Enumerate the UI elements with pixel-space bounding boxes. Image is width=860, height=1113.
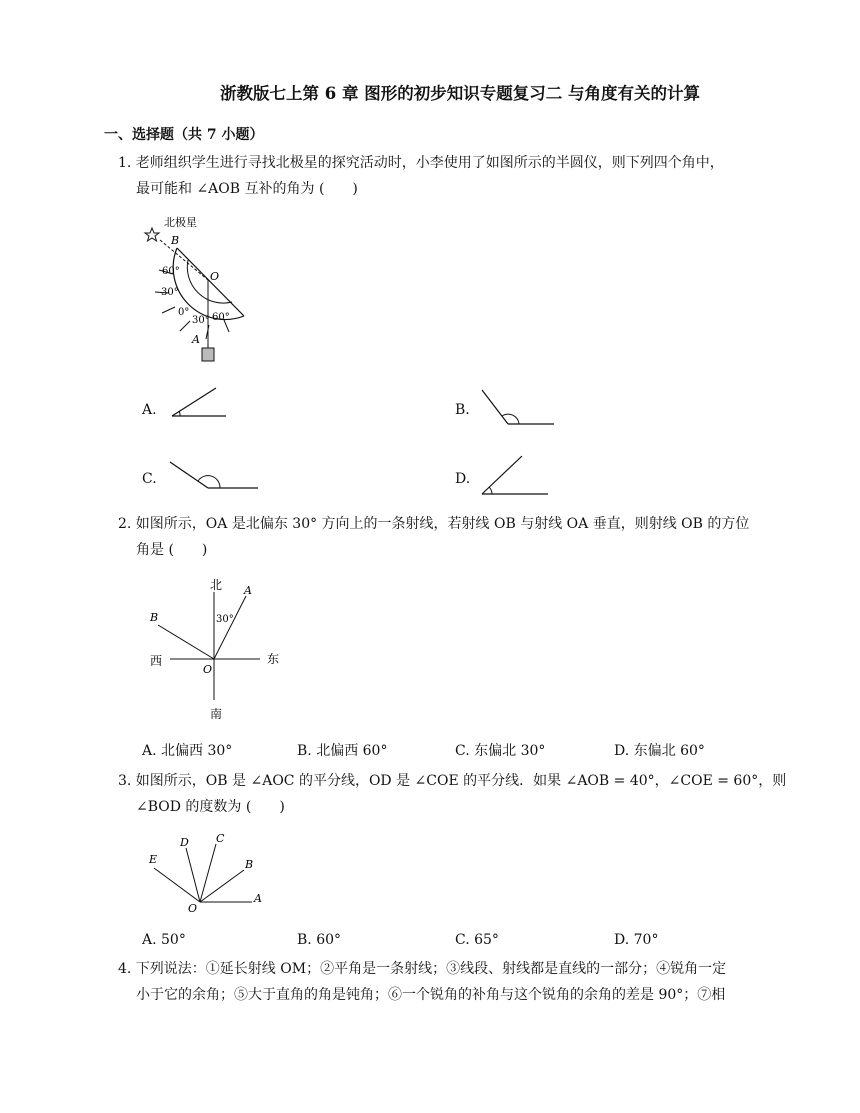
q1-line1: 1. 老师组织学生进行寻找北极星的探究活动时，小李使用了如图所示的半圆仪，则下列四个角中， <box>118 155 724 171</box>
deg30a: 30° <box>161 287 179 298</box>
label-a: A <box>244 584 252 597</box>
q2-compass-figure <box>140 572 290 722</box>
deg60a: 60° <box>162 266 180 277</box>
q1-option-d-angle <box>478 452 552 498</box>
star-label: 北极星 <box>164 216 197 229</box>
deg30b: 30° <box>192 315 210 326</box>
q3-option-c[interactable]: C. 65° <box>455 932 499 948</box>
q3-option-d[interactable]: D. 70° <box>614 932 659 948</box>
section-heading: 一、选择题（共 7 小题） <box>104 127 264 143</box>
label-b: B <box>150 611 159 624</box>
south-label: 南 <box>210 707 223 721</box>
page-title: 浙教版七上第 6 章 图形的初步知识专题复习二 与角度有关的计算 <box>220 84 700 103</box>
q1-option-b-angle <box>478 386 558 428</box>
q2-option-a[interactable]: A. 北偏西 30° <box>142 743 233 759</box>
q2-line1: 2. 如图所示，OA 是北偏东 30° 方向上的一条射线，若射线 OB 与射线 OA 垂直，则射线 OB 的方位 <box>118 516 750 532</box>
label-e: E <box>149 853 158 866</box>
label-a: A <box>192 333 200 346</box>
angle-label: 30° <box>216 614 234 625</box>
q1-option-c-angle <box>166 458 262 494</box>
q3-line2: ∠BOD 的度数为 ( ) <box>136 799 285 815</box>
label-d: D <box>180 836 189 849</box>
west-label: 西 <box>150 654 163 668</box>
q1-option-d[interactable]: D. <box>455 471 471 487</box>
label-o: O <box>203 663 213 676</box>
deg0: 0° <box>178 307 190 318</box>
east-label: 东 <box>267 652 280 666</box>
q3-option-b[interactable]: B. 60° <box>297 932 342 948</box>
label-c: C <box>216 832 225 845</box>
q1-option-a-angle <box>168 382 230 422</box>
star-icon <box>145 228 159 241</box>
label-o: O <box>188 902 198 915</box>
deg60b: 60° <box>212 312 230 323</box>
q3-option-a[interactable]: A. 50° <box>142 932 186 948</box>
q4-line1: 4. 下列说法：①延长射线 OM；②平角是一条射线；③线段、射线都是直线的一部分；④锐角一定 <box>118 961 727 977</box>
weight-block <box>202 348 214 361</box>
q1-option-b[interactable]: B. <box>455 402 470 418</box>
q1-option-a[interactable]: A. <box>142 402 157 418</box>
q4-line2: 小于它的余角；⑤大于直角的角是钝角；⑥一个锐角的补角与这个锐角的余角的差是 90°；⑦相 <box>136 987 726 1003</box>
q1-line2: 最可能和 ∠AOB 互补的角为 ( ) <box>136 181 358 197</box>
q1-protractor-figure <box>140 210 260 370</box>
north-label: 北 <box>210 578 223 592</box>
label-b: B <box>171 234 180 247</box>
q3-line1: 3. 如图所示，OB 是 ∠AOC 的平分线，OD 是 ∠COE 的平分线．如果 ∠AOB = 40°，∠COE = 60°，则 <box>118 773 787 789</box>
label-a: A <box>254 892 262 905</box>
q2-option-d[interactable]: D. 东偏北 60° <box>614 743 705 759</box>
label-o: O <box>210 270 220 283</box>
q3-rays-figure <box>140 828 270 918</box>
q2-option-b[interactable]: B. 北偏西 60° <box>297 743 388 759</box>
q2-option-c[interactable]: C. 东偏北 30° <box>455 743 546 759</box>
label-b: B <box>245 858 254 871</box>
q1-option-c[interactable]: C. <box>142 471 157 487</box>
q2-line2: 角是 ( ) <box>136 542 208 558</box>
